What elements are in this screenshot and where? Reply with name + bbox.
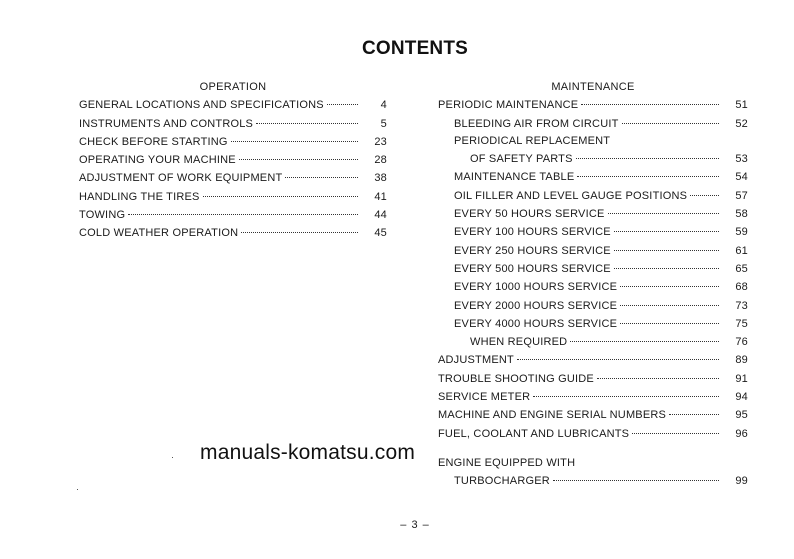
- operation-column: [79, 79, 387, 242]
- toc-entry-fuel-coolant[interactable]: FUEL, COOLANT AND LUBRICANTS 96: [438, 424, 748, 442]
- toc-entry-adjustment[interactable]: ADJUSTMENT 89: [438, 350, 748, 368]
- leader-dots: [608, 201, 719, 214]
- operation-entries: [79, 95, 387, 241]
- leader-dots: [597, 366, 719, 379]
- toc-entry-every-250-hours[interactable]: EVERY 250 HOURS SERVICE 61: [438, 241, 748, 259]
- leader-space: [578, 451, 719, 463]
- leader-dots: [241, 220, 358, 233]
- leader-dots: [622, 111, 719, 124]
- leader-dots: [327, 92, 358, 105]
- page-title: CONTENTS: [361, 38, 469, 59]
- toc-entry-every-1000-hours[interactable]: EVERY 1000 HOURS SERVICE 68: [438, 277, 748, 295]
- toc-entry-trouble-shooting[interactable]: TROUBLE SHOOTING GUIDE 91: [438, 369, 748, 387]
- leader-dots: [203, 184, 358, 197]
- leader-dots: [614, 238, 719, 251]
- leader-dots: [231, 129, 358, 142]
- toc-entry-safety-parts[interactable]: OF SAFETY PARTS 53: [438, 149, 748, 167]
- toc-entry-engine-equipped[interactable]: ENGINE EQUIPPED WITH: [438, 454, 748, 471]
- leader-dots: [614, 256, 719, 269]
- leader-dots: [256, 111, 358, 124]
- leader-dots: [577, 164, 719, 177]
- leader-dots: [128, 202, 358, 215]
- leader-dots: [553, 468, 719, 481]
- leader-dots: [620, 293, 719, 306]
- leader-dots: [632, 421, 719, 434]
- leader-dots: [576, 146, 719, 159]
- toc-entry-every-100-hours[interactable]: EVERY 100 HOURS SERVICE 59: [438, 222, 748, 240]
- leader-dots: [614, 219, 719, 232]
- scan-speck: [172, 457, 173, 458]
- toc-entry-every-2000-hours[interactable]: EVERY 2000 HOURS SERVICE 73: [438, 296, 748, 314]
- page-number: – 3 –: [400, 519, 430, 531]
- maintenance-heading: MAINTENANCE: [551, 81, 635, 93]
- leader-dots: [690, 183, 719, 196]
- leader-dots: [669, 402, 719, 415]
- toc-entry-adjustment-work-equipment[interactable]: ADJUSTMENT OF WORK EQUIPMENT 38: [79, 168, 387, 186]
- leader-dots: [570, 329, 719, 342]
- toc-entry-maintenance-table[interactable]: MAINTENANCE TABLE 54: [438, 167, 748, 185]
- leader-dots: [620, 274, 719, 287]
- toc-entry-handling-tires[interactable]: HANDLING THE TIRES 41: [79, 187, 387, 205]
- toc-entry-turbocharger[interactable]: TURBOCHARGER 99: [438, 471, 748, 489]
- toc-entry-every-4000-hours[interactable]: EVERY 4000 HOURS SERVICE 75: [438, 314, 748, 332]
- toc-entry-service-meter[interactable]: SERVICE METER 94: [438, 387, 748, 405]
- leader-dots: [533, 384, 719, 397]
- scan-speck: [77, 489, 78, 490]
- toc-entry-every-50-hours[interactable]: EVERY 50 HOURS SERVICE 58: [438, 204, 748, 222]
- leader-dots: [620, 311, 719, 324]
- toc-entry-when-required[interactable]: WHEN REQUIRED 76: [438, 332, 748, 350]
- toc-entry-every-500-hours[interactable]: EVERY 500 HOURS SERVICE 65: [438, 259, 748, 277]
- toc-entry-oil-filler[interactable]: OIL FILLER AND LEVEL GAUGE POSITIONS 57: [438, 186, 748, 204]
- toc-entry-periodical-replacement[interactable]: PERIODICAL REPLACEMENT: [438, 132, 748, 149]
- leader-dots: [239, 147, 358, 160]
- leader-dots: [285, 165, 358, 178]
- leader-space: [613, 129, 719, 141]
- toc-entry-bleeding-air[interactable]: BLEEDING AIR FROM CIRCUIT 52: [438, 114, 748, 132]
- toc-entry-check-before-starting[interactable]: CHECK BEFORE STARTING 23: [79, 132, 387, 150]
- leader-dots: [581, 92, 719, 105]
- toc-entry-cold-weather[interactable]: COLD WEATHER OPERATION 45: [79, 223, 387, 241]
- toc-entry-general-locations[interactable]: GENERAL LOCATIONS AND SPECIFICATIONS 4: [79, 95, 387, 113]
- watermark-text: manuals-komatsu.com: [200, 441, 416, 464]
- toc-entry-operating-machine[interactable]: OPERATING YOUR MACHINE 28: [79, 150, 387, 168]
- toc-entry-periodic-maintenance[interactable]: PERIODIC MAINTENANCE 51: [438, 95, 748, 113]
- toc-entry-serial-numbers[interactable]: MACHINE AND ENGINE SERIAL NUMBERS 95: [438, 405, 748, 423]
- maintenance-column: [438, 79, 748, 490]
- leader-dots: [517, 347, 719, 360]
- maintenance-entries: [438, 95, 748, 489]
- operation-heading: OPERATION: [199, 81, 267, 93]
- toc-entry-towing[interactable]: TOWING 44: [79, 205, 387, 223]
- toc-entry-instruments-controls[interactable]: INSTRUMENTS AND CONTROLS 5: [79, 114, 387, 132]
